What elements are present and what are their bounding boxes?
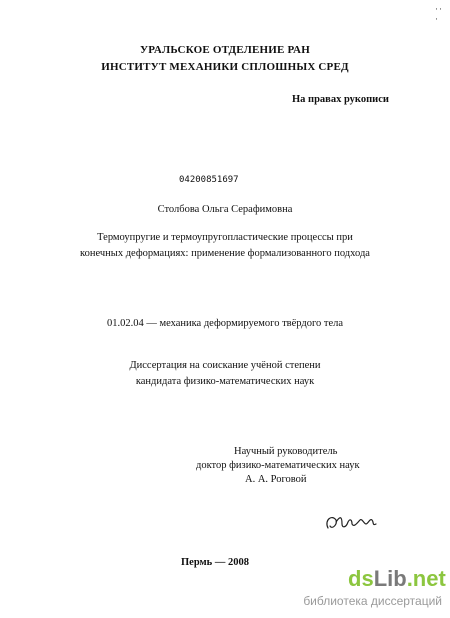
supervisor-name: А. А. Роговой xyxy=(245,474,307,485)
watermark-logo xyxy=(348,566,446,592)
author-name: Столбова Ольга Серафимовна xyxy=(157,204,293,215)
watermark-subtitle: библиотека диссертаций xyxy=(303,594,442,608)
specialty: 01.02.04 — механика деформируемого твёрдого тела xyxy=(106,318,344,329)
supervisor-degree: доктор физико-математических наук xyxy=(196,460,360,471)
dslib-watermark xyxy=(278,566,448,614)
degree-line-1: Диссертация на соискание учёной степени xyxy=(129,360,321,371)
org-line-1: УРАЛЬСКОЕ ОТДЕЛЕНИЕ РАН xyxy=(140,44,310,56)
handwritten-signature xyxy=(322,506,382,536)
org-line-2: ИНСТИТУТ МЕХАНИКИ СПЛОШНЫХ СРЕД xyxy=(101,61,349,73)
city-year: Пермь — 2008 xyxy=(181,557,249,568)
logo-ds: ds xyxy=(348,566,374,591)
title-line-1: Термоупругие и термоупругопластические процессы при xyxy=(97,232,353,243)
degree-line-2: кандидата физико-математических наук xyxy=(135,376,315,387)
supervisor-role: Научный руководитель xyxy=(234,446,338,457)
title-line-2: конечных деформациях: применение формализованного подхода xyxy=(80,248,370,259)
logo-net: .net xyxy=(406,566,446,591)
logo-lib: Lib xyxy=(373,566,407,591)
corner-mark: ·· · xyxy=(435,4,443,24)
catalog-number: 04200851697 xyxy=(179,175,239,185)
rights-note: На правах рукописи xyxy=(292,94,389,105)
